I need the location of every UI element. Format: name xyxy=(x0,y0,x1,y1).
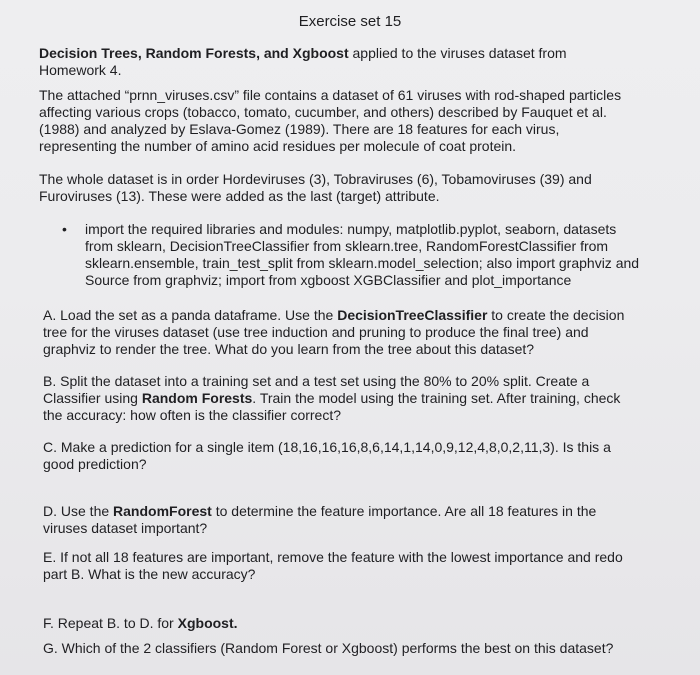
part-b-text-before: B. Split the dataset into a training set and a test set using the 80% to 20% split. Create a Classifier using xyxy=(43,373,590,406)
part-a-bold: DecisionTreeClassifier xyxy=(337,307,488,323)
part-c-paragraph: C. Make a prediction for a single item (18,16,16,16,8,6,14,1,14,0,9,12,4,8,0,2,11,3). Is this a good prediction? xyxy=(43,439,611,472)
part-f-bold: Xgboost. xyxy=(177,615,238,631)
dataset-order-paragraph: The whole dataset is in order Hordeviruses (3), Tobraviruses (6), Tobamoviruses (39) and Furoviruses (13). These were added as the last (target) attribute. xyxy=(39,171,592,204)
part-d-paragraph xyxy=(43,503,643,537)
part-b-paragraph xyxy=(43,373,643,424)
part-g-paragraph: G. Which of the 2 classifiers (Random Forest or Xgboost) performs the best on this dataset? xyxy=(43,640,614,656)
part-d-text-after: to determine the feature importance. Are all 18 features in the viruses dataset important? xyxy=(43,503,597,536)
file-description-paragraph: The attached “prnn_viruses.csv” file contains a dataset of 61 viruses with rod-shaped particles affecting various crops (tobacco, tomato, cucumber, and others) described by Fauquet et al. (1988) and analyzed by Eslava-Gomez (1989). There are 18 features for each virus, representing the number of amino acid residues per molecule of coat protein. xyxy=(39,87,622,154)
part-f-paragraph xyxy=(43,615,643,632)
part-a-text-before: A. Load the set as a panda dataframe. Use the xyxy=(43,307,338,323)
bullet-marker: • xyxy=(62,221,67,237)
part-a-paragraph xyxy=(43,307,643,358)
part-d-text-before: D. Use the xyxy=(43,503,114,519)
part-f-text-before: F. Repeat B. to D. for xyxy=(43,615,178,631)
import-bullet-item: import the required libraries and modules: numpy, matplotlib.pyplot, seaborn, datasets from sklearn, DecisionTreeClassifier from sklearn.tree, RandomForestClassifier from sklearn.ensemble, train_test_split from sklearn.model_selection; also import graphviz and Source from graphviz; import from xgboost XGBClassifier and plot_importance xyxy=(85,221,640,288)
intro-text: applied to the viruses dataset from Homework 4. xyxy=(39,45,567,78)
intro-paragraph xyxy=(39,45,614,79)
part-b-bold: Random Forests xyxy=(141,390,253,406)
part-b-text-after: . Train the model using the training set. After training, check the accuracy: how often is the classifier correct? xyxy=(43,390,621,423)
part-d-bold: RandomForest xyxy=(113,503,212,519)
part-a-text-after: to create the decision tree for the viruses dataset (use tree induction and pruning to produce the final tree) and graphviz to render the tree. What do you learn from the tree about this dataset? xyxy=(43,307,625,357)
intro-bold-text: Decision Trees, Random Forests, and Xgboost xyxy=(39,45,349,61)
exercise-title: Exercise set 15 xyxy=(298,13,402,30)
part-e-paragraph: E. If not all 18 features are important, remove the feature with the lowest importance and redo part B. What is the new accuracy? xyxy=(43,549,623,582)
